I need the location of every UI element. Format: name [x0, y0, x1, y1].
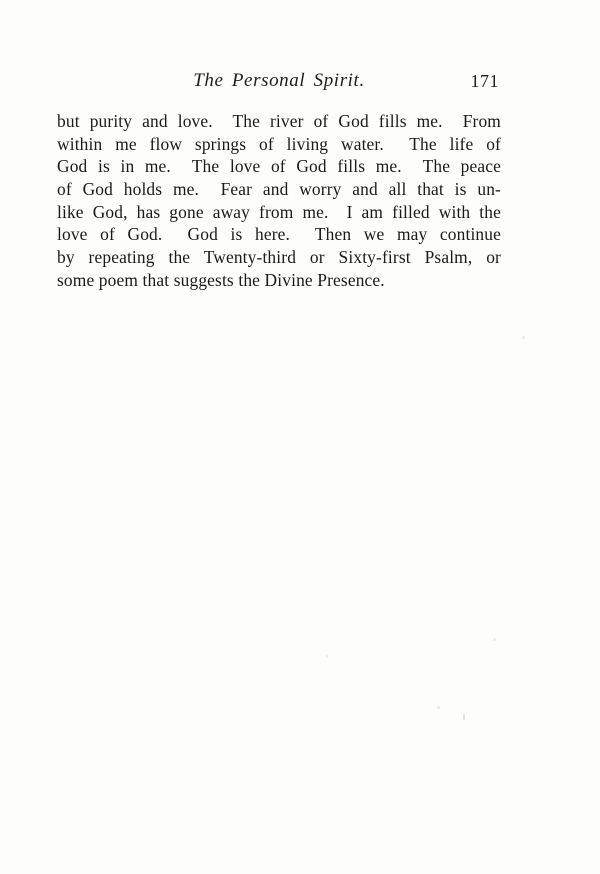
scan-speck	[522, 336, 525, 339]
page-title: The Personal Spirit.	[193, 70, 365, 91]
text-line: of God holds me. Fear and worry and all that is un-	[57, 179, 501, 200]
scan-speck	[437, 706, 440, 709]
scan-speck	[493, 638, 496, 641]
text-line: love of God. God is here. Then we may continue	[57, 224, 501, 245]
text-line: within me flow springs of living water. The life of	[57, 133, 501, 154]
page-number: 171	[470, 71, 499, 91]
scan-speck	[326, 655, 328, 658]
text-line: by repeating the Twenty-third or Sixty-first Psalm, or	[57, 247, 501, 268]
text-line: God is in me. The love of God fills me. The peace	[57, 156, 501, 177]
running-header	[57, 70, 501, 96]
text-line: but purity and love. The river of God fills me. From	[57, 111, 501, 131]
text-line: some poem that suggests the Divine Presence.	[57, 269, 385, 290]
page-content	[57, 70, 501, 292]
body-text	[57, 110, 501, 292]
text-line: like God, has gone away from me. I am filled with the	[57, 201, 501, 222]
scan-speck	[463, 714, 465, 720]
